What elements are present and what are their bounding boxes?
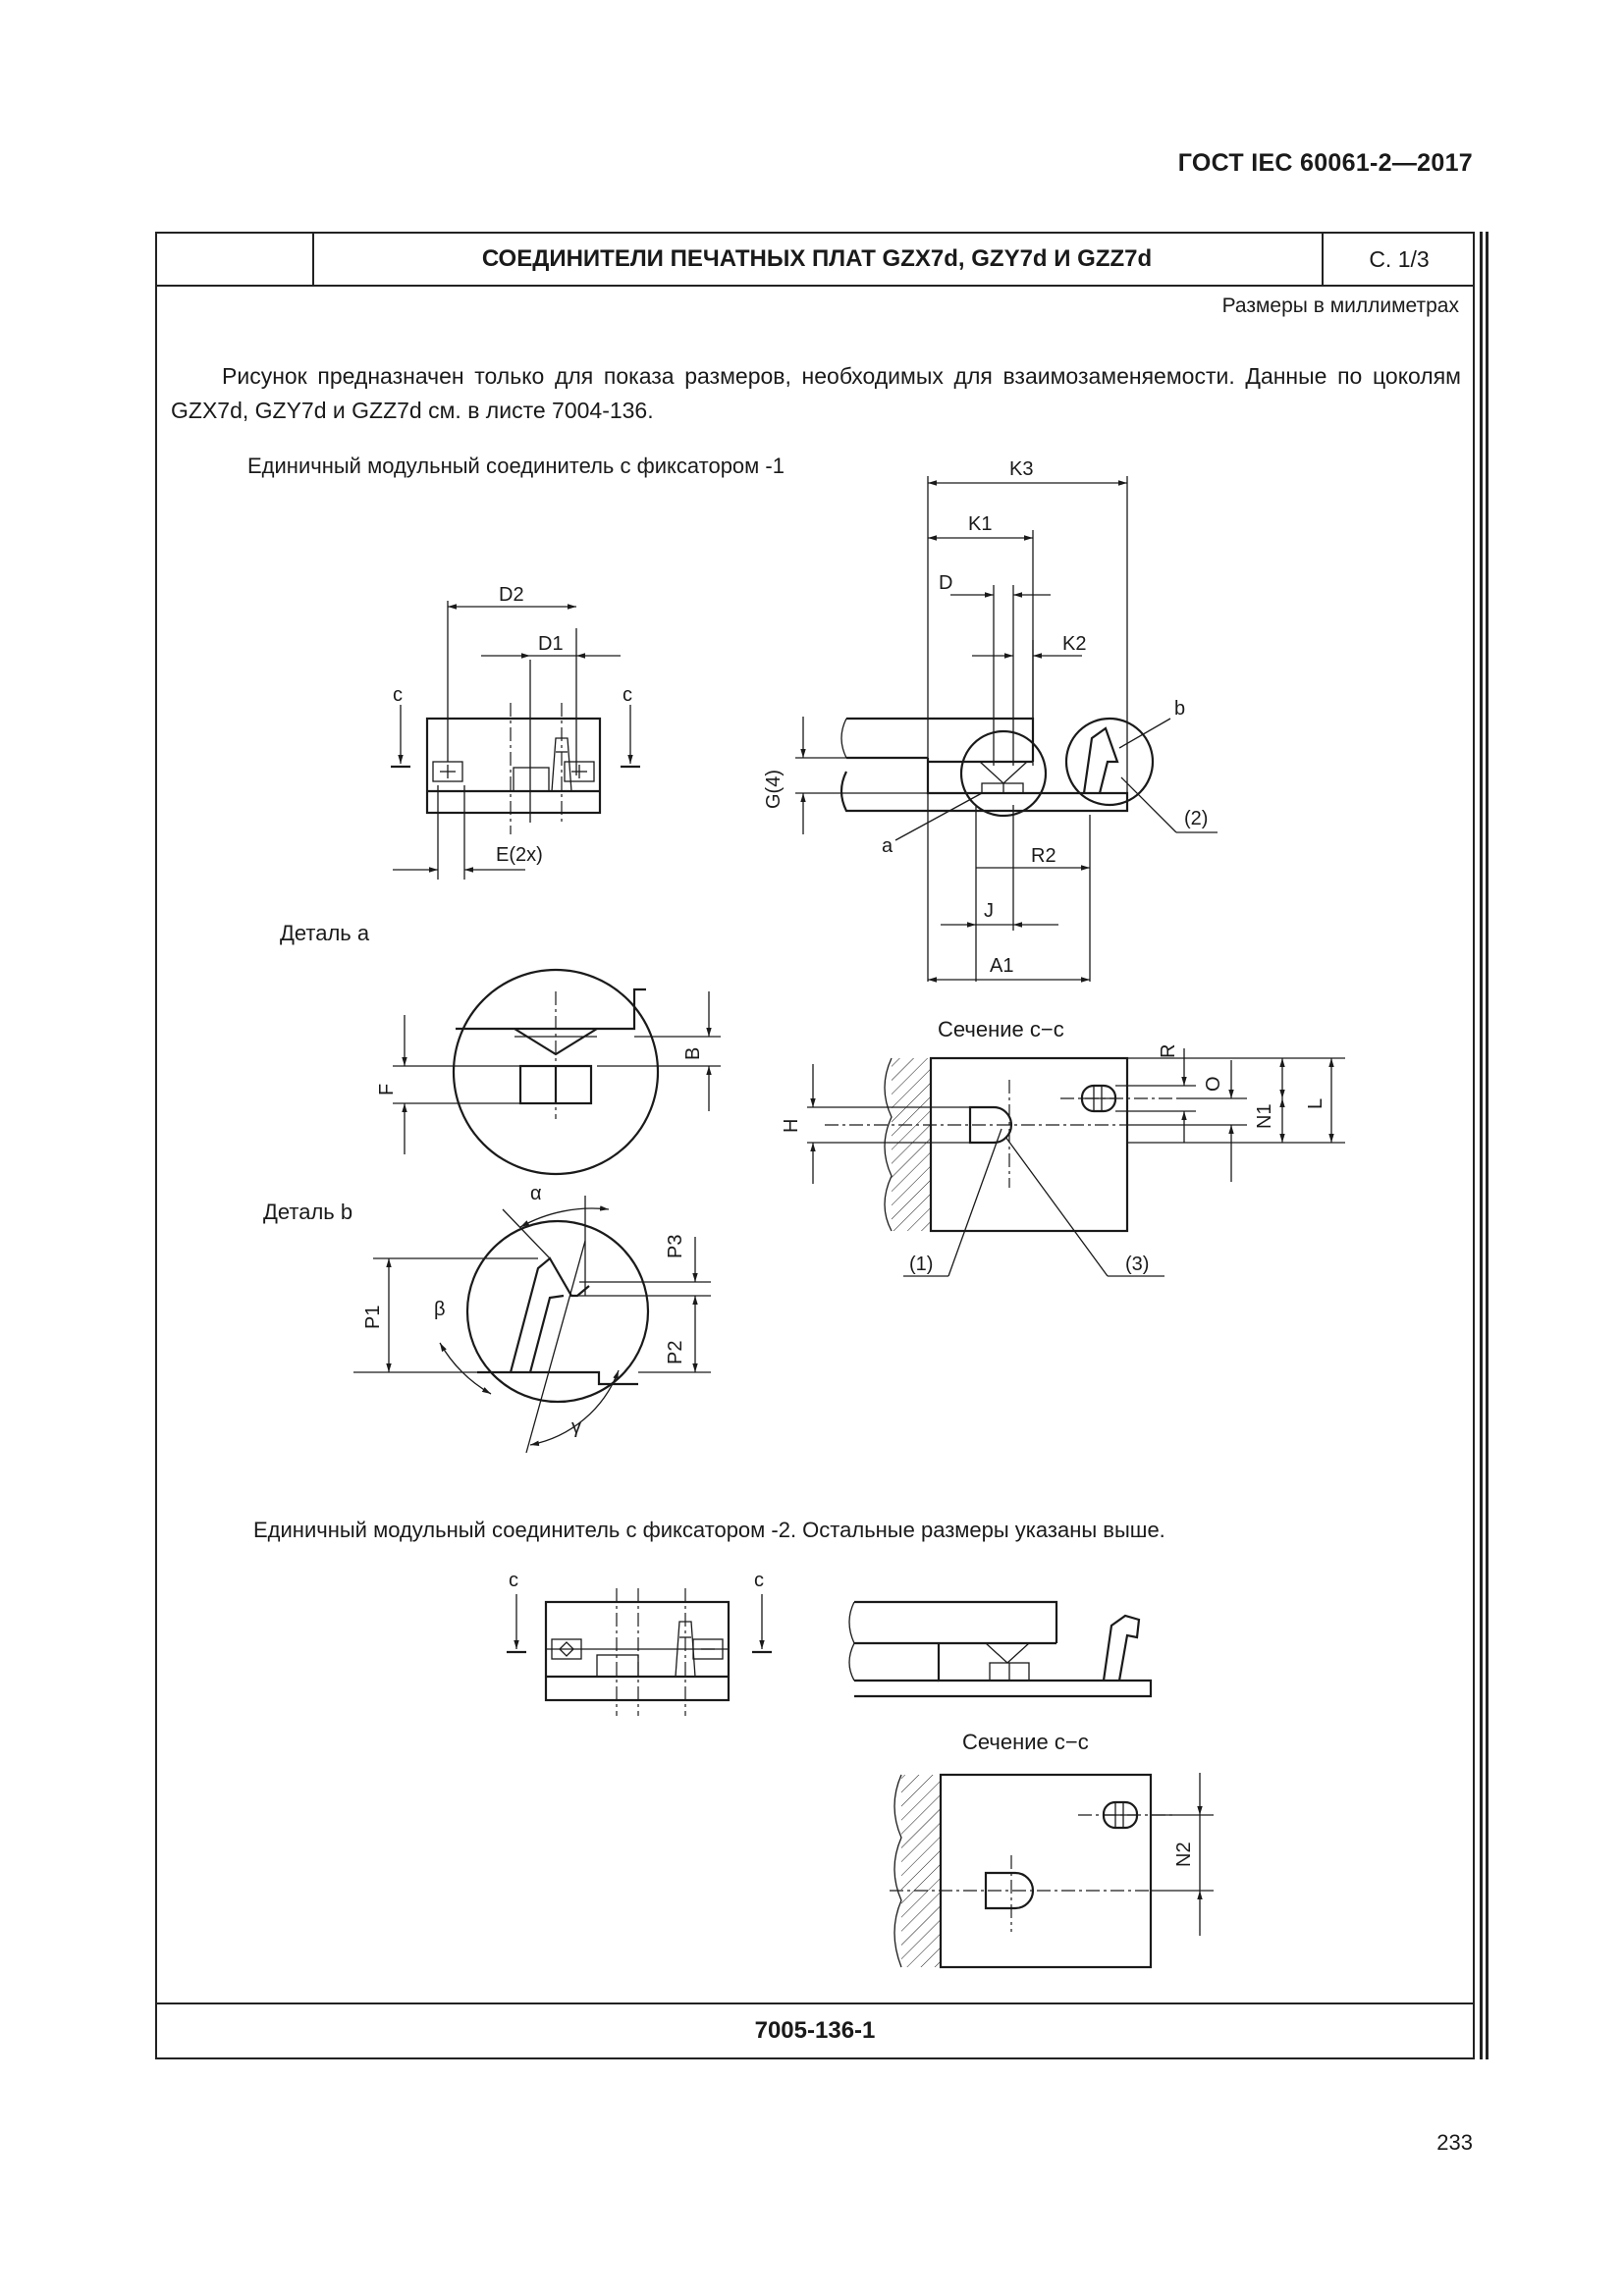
dim-label-r2: R2 (1031, 845, 1056, 867)
caption-detail-a: Деталь a (280, 921, 370, 945)
angle-alpha: α (530, 1183, 542, 1204)
dim-label-k1: K1 (968, 513, 993, 535)
caption-variant-1: Единичный модульный соединитель с фиксатором -1 (247, 454, 785, 478)
page-number: 233 (1436, 2130, 1473, 2155)
sheet-number: С. 1/3 (1322, 234, 1475, 285)
dim-label-g4: G(4) (763, 770, 785, 809)
caption-variant-2: Единичный модульный соединитель с фиксатором -2. Остальные размеры указаны выше. (253, 1518, 1165, 1542)
note-2: (2) (1184, 808, 1209, 829)
front-view-1 (391, 584, 640, 880)
section-cc-2 (890, 1773, 1214, 1967)
dim-label-p1: P1 (362, 1305, 384, 1329)
note-3: (3) (1125, 1254, 1150, 1275)
dim-label-n2: N2 (1173, 1842, 1195, 1867)
dim-label-l: L (1305, 1097, 1326, 1109)
dim-label-o: O (1203, 1076, 1224, 1092)
angle-gamma: γ (571, 1416, 581, 1438)
detail-mark-b: b (1174, 698, 1186, 720)
dim-label-d2: D2 (499, 584, 524, 606)
section-mark-c: c (509, 1570, 518, 1591)
front-view-2 (507, 1570, 772, 1716)
caption-detail-b: Деталь b (263, 1200, 353, 1224)
dim-label-b: B (682, 1046, 704, 1060)
side-view-1 (763, 458, 1218, 982)
dim-label-j: J (984, 900, 994, 922)
units-note: Размеры в миллиметрах (1221, 294, 1459, 317)
section-mark-c: c (754, 1570, 764, 1591)
sheet-footer-code: 7005-136-1 (157, 2002, 1473, 2057)
dim-label-p3: P3 (665, 1234, 686, 1258)
caption-section-2: Сечение c−c (962, 1730, 1089, 1754)
intro-paragraph: Рисунок предназначен только для показа размеров, необходимых для взаимозаменяемости. Данные по цоколям GZX7d, GZY7d и GZZ7d см. в листе 7004-136. (171, 363, 1461, 423)
side-view-2 (849, 1602, 1151, 1696)
dim-label-n1: N1 (1254, 1103, 1275, 1129)
detail-a-view (376, 970, 721, 1174)
section-mark-c: c (623, 684, 632, 706)
section-cc-1 (781, 1044, 1345, 1276)
angle-beta: β (434, 1299, 446, 1320)
dim-label-e2x: E(2x) (496, 844, 543, 866)
section-mark-c: c (393, 684, 403, 706)
dim-label-k3: K3 (1009, 458, 1034, 480)
sheet-title: СОЕДИНИТЕЛИ ПЕЧАТНЫХ ПЛАТ GZX7d, GZY7d И GZZ7d (481, 245, 1153, 272)
dim-label-f: F (376, 1083, 398, 1095)
dim-label-p2: P2 (665, 1340, 686, 1364)
dim-label-d1: D1 (538, 633, 564, 655)
dim-label-h: H (781, 1118, 802, 1133)
dim-label-a1: A1 (990, 955, 1014, 977)
note-1: (1) (909, 1254, 934, 1275)
caption-section-1: Сечение c−c (938, 1017, 1064, 1041)
standard-code: ГОСТ IEC 60061-2—2017 (1177, 149, 1473, 177)
dim-label-r: R (1158, 1043, 1179, 1058)
dim-label-k2: K2 (1062, 633, 1087, 655)
dim-label-d: D (939, 572, 953, 594)
detail-mark-a: a (882, 835, 893, 857)
detail-b-view (353, 1183, 711, 1453)
